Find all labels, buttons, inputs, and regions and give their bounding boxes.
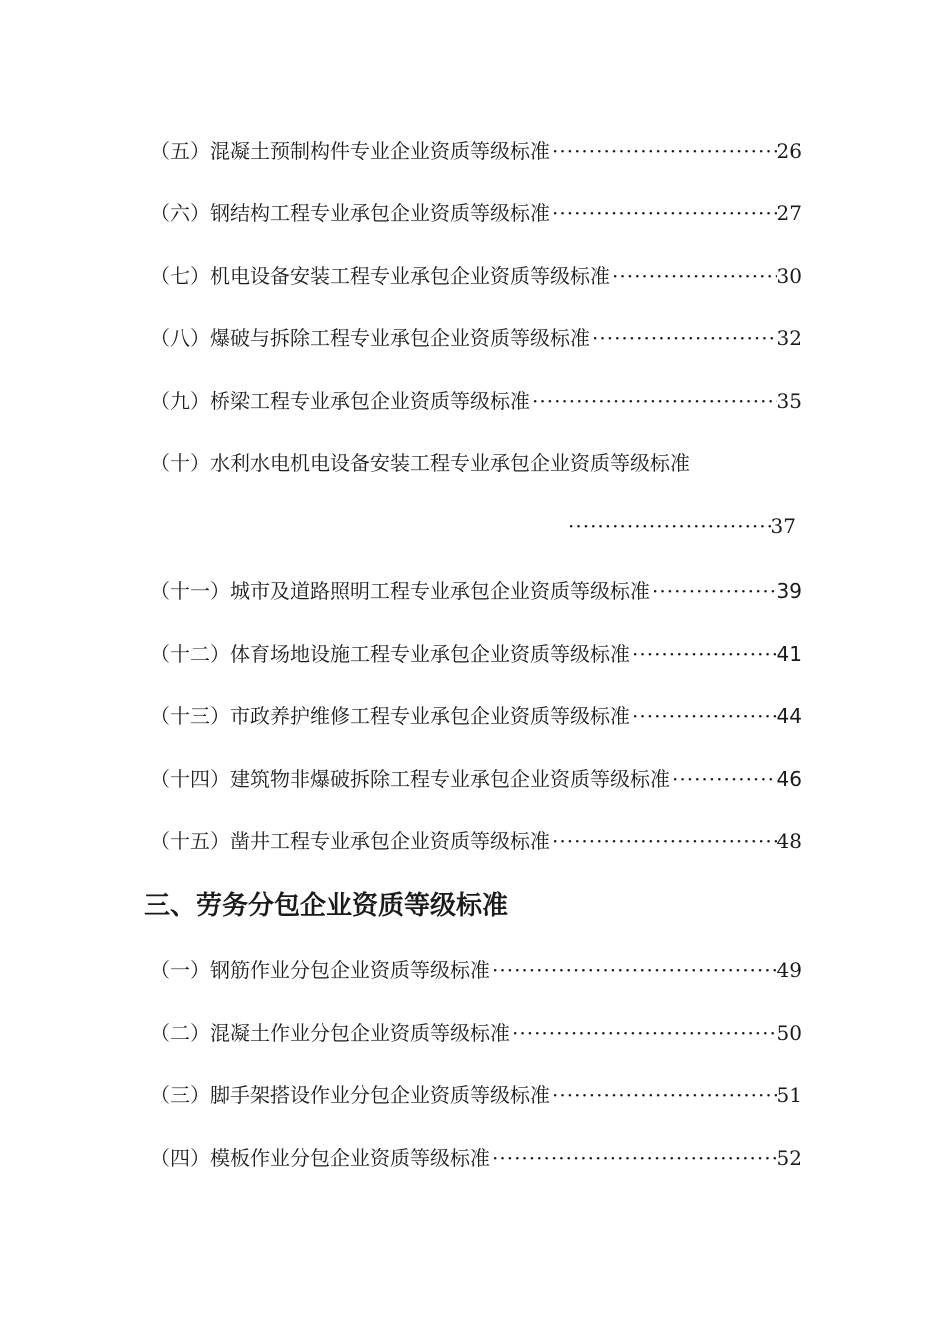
toc-entry[interactable] <box>150 134 802 168</box>
toc-entry[interactable] <box>150 384 802 418</box>
toc-entry[interactable] <box>150 1016 802 1050</box>
section-heading[interactable]: 三、劳务分包企业资质等级标准 <box>144 891 509 921</box>
toc-page-number: 52 <box>776 1146 802 1170</box>
toc-entry-title: （三）脚手架搭设作业分包企业资质等级标准 <box>150 1083 550 1107</box>
toc-entry[interactable] <box>150 1141 802 1175</box>
toc-entry[interactable] <box>150 574 802 608</box>
dot-leader <box>590 321 777 355</box>
dot-leader <box>566 509 771 543</box>
toc-entry[interactable] <box>150 321 802 355</box>
toc-entry-title: （四）模板作业分包企业资质等级标准 <box>150 1146 490 1170</box>
toc-entry-title: （十一）城市及道路照明工程专业承包企业资质等级标准 <box>150 579 650 603</box>
dot-leader <box>550 824 777 858</box>
toc-page-number: 48 <box>776 829 802 853</box>
toc-entry-wrapped[interactable] <box>150 446 802 480</box>
toc-page-number: 30 <box>776 264 802 288</box>
dot-leader <box>610 259 777 293</box>
toc-entry-title: （十三）市政养护维修工程专业承包企业资质等级标准 <box>150 704 630 728</box>
toc-entry-title: （七）机电设备安装工程专业承包企业资质等级标准 <box>150 264 610 288</box>
dot-leader <box>630 699 777 733</box>
toc-page-number: 39 <box>776 579 802 603</box>
toc-page-number: 50 <box>776 1021 802 1045</box>
toc-entry[interactable] <box>150 196 802 230</box>
toc-page-number: 32 <box>776 326 802 350</box>
toc-entry-wrapped-continuation[interactable] <box>566 509 796 543</box>
toc-entry[interactable] <box>150 259 802 293</box>
dot-leader <box>550 1078 777 1112</box>
dot-leader <box>550 134 777 168</box>
toc-page-number: 37 <box>770 514 796 538</box>
toc-entry[interactable] <box>150 824 802 858</box>
toc-entry-title: （十二）体育场地设施工程专业承包企业资质等级标准 <box>150 642 630 666</box>
toc-entry-title: （十五）凿井工程专业承包企业资质等级标准 <box>150 829 550 853</box>
toc-entry[interactable] <box>150 762 802 796</box>
dot-leader <box>510 1016 777 1050</box>
toc-entry-title: （五）混凝土预制构件专业企业资质等级标准 <box>150 139 550 163</box>
toc-entry[interactable] <box>150 637 802 671</box>
toc-entry-title: （六）钢结构工程专业承包企业资质等级标准 <box>150 201 550 225</box>
toc-page-number: 44 <box>776 704 802 728</box>
toc-entry-title: （二）混凝土作业分包企业资质等级标准 <box>150 1021 510 1045</box>
toc-entry-title: （八）爆破与拆除工程专业承包企业资质等级标准 <box>150 326 590 350</box>
toc-entry-title: （一）钢筋作业分包企业资质等级标准 <box>150 958 490 982</box>
dot-leader <box>490 953 777 987</box>
toc-entry-title: （九）桥梁工程专业承包企业资质等级标准 <box>150 389 530 413</box>
dot-leader <box>550 196 777 230</box>
toc-entry[interactable] <box>150 1078 802 1112</box>
toc-entry-title: （十）水利水电机电设备安装工程专业承包企业资质等级标准 <box>150 451 690 475</box>
toc-page-number: 51 <box>776 1083 802 1107</box>
toc-entry-title: （十四）建筑物非爆破拆除工程专业承包企业资质等级标准 <box>150 767 670 791</box>
toc-page-number: 41 <box>776 642 802 666</box>
toc-page-number: 27 <box>776 201 802 225</box>
dot-leader <box>530 384 777 418</box>
toc-page-number: 26 <box>776 139 802 163</box>
toc-entry[interactable] <box>150 953 802 987</box>
toc-page-number: 49 <box>776 958 802 982</box>
dot-leader <box>630 637 777 671</box>
toc-page-number: 46 <box>776 767 802 791</box>
dot-leader <box>670 762 777 796</box>
toc-page-number: 35 <box>776 389 802 413</box>
dot-leader <box>490 1141 777 1175</box>
toc-entry[interactable] <box>150 699 802 733</box>
dot-leader <box>650 574 777 608</box>
